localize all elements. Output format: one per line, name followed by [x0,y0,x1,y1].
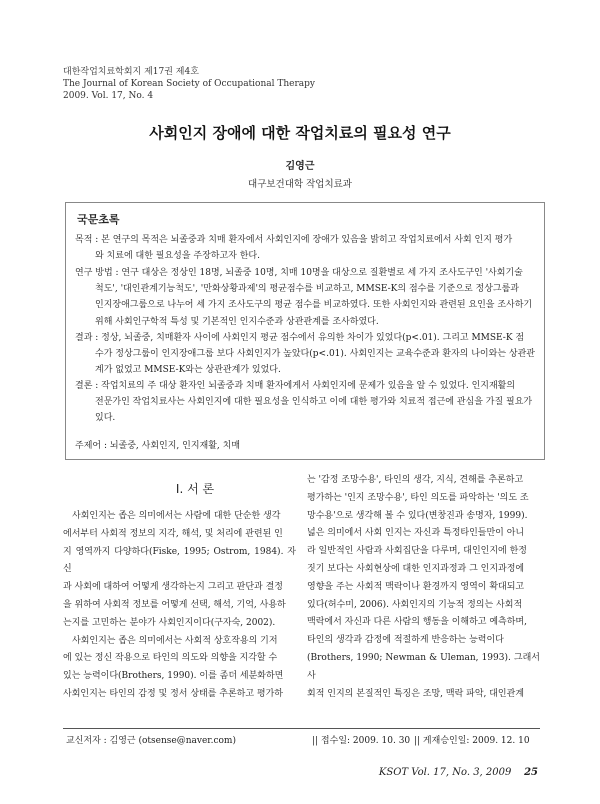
purpose-label: 목적 : [75,235,99,245]
conclusion-label: 결론 : [75,381,99,391]
body-line: 에서부터 사회적 정보의 지각, 해석, 및 처리에 관련된 인 [63,528,283,539]
body-line: 지 영역까지 다양하다(Fiske, 1995; Ostrom, 1984). 자신 [63,546,296,575]
body-line: 라 일반적인 사람과 사회집단을 다루며, 대인인지에 한정 [307,546,527,557]
body-line: 타인의 생각과 감정에 적절하게 반응하는 능력이다 [307,635,504,646]
abstract-heading: 국문초록 [77,213,120,226]
body-line: 사회인지는 좁은 의미에서는 사회적 상호작용의 기저 [72,635,278,646]
keywords: 주제어 : 뇌졸중, 사회인지, 인지재활, 치매 [75,441,241,451]
footer-journal-ref [379,767,538,778]
body-line: 넓은 의미에서 사회 인지는 자신과 특정타인들만이 아니 [307,528,525,539]
purpose-line: 본 연구의 목적은 뇌졸중과 치매 환자에서 사회인지에 장애가 있음을 밝히고 작업치료에서 사회 인지 평가 [101,235,513,245]
result-line: 계가 없었고 MMSE-K와는 상관관계가 있었다. [95,365,281,376]
accepted-date: || 게재승인일: 2009. 12. 10 [414,736,530,746]
author-name: 김영근 [285,161,315,172]
journal-header [63,66,315,102]
body-line: 평가하는 '인지 조망수용', 타인 의도를 파악하는 '의도 조 [307,492,529,503]
body-line: 맥락에서 자신과 다른 사람의 행동을 이해하고 예측하며, [307,617,527,628]
abstract-method [75,265,535,330]
body-line: 짓기 보다는 사회현상에 대한 인지과정과 그 인지과정에 [307,563,525,574]
body-line: 있다(허수미, 2006). 사회인지의 기능적 정의는 사회적 [307,599,523,610]
journal-name-korean: 대한작업치료학회지 제17권 제4호 [63,67,199,77]
body-line: 과 사회에 대하여 어떻게 생각하는지 그리고 판단과 결정 [63,582,283,593]
result-line: 수가 정상그룹이 인지장애그룹 보다 사회인지가 높았다(p<.01). 사회인지는 교육수준과 환자의 나이와는 상관관 [95,349,535,360]
left-column [63,508,296,704]
paper-title: 사회인지 장애에 대한 작업치료의 필요성 연구 [149,124,451,142]
method-line: 척도', '대인관계기능척도', '만화상황과제'의 평균점수를 비교하고, MMSE-K의 점수를 기준으로 정상그룹과 [95,284,520,295]
correspondence: 교신저자 : 김영근 (otsense@naver.com) [66,736,236,746]
method-line: 연구 대상은 정상인 18명, 뇌졸중 10명, 치매 10명을 대상으로 질환별로 세 가지 조사도구인 '사회기술 [121,268,523,278]
body-line: 있는 능력이다(Brothers, 1990). 이를 좀더 세분화하면 [63,671,284,682]
abstract-result [75,330,535,379]
result-label: 결과 : [75,333,99,343]
conclusion-line: 전문가인 작업치료사는 사회인지에 대한 필요성을 인식하고 이에 대한 평가와 치료적 접근에 관심을 가질 필요가 [95,397,533,408]
conclusion-line: 작업치료의 주 대상 환자인 뇌졸중과 치매 환자에게서 사회인지에 문제가 있음을 알 수 있었다. 인지재활의 [101,381,516,391]
journal-volume: 2009. Vol. 17, No. 4 [63,91,154,101]
body-line: 망수용'으로 생각해 볼 수 있다(변창진과 송명자, 1999). [307,510,528,521]
abstract-purpose [75,232,535,264]
author-affiliation: 대구보건대학 작업치료과 [248,179,352,190]
right-column [307,472,540,703]
method-label: 연구 방법 : [75,268,119,278]
body-line: (Brothers, 1990; Newman & Uleman, 1993). 그래서 사 [307,652,540,681]
body-line: 는지를 고민하는 분야가 사회인지이다(구자숙, 2002). [63,617,276,628]
journal-ref: KSOT Vol. 17, No. 3, 2009 [378,767,512,778]
abstract-conclusion [75,378,535,427]
body-line: 회적 인지의 본질적인 특징은 조망, 맥락 파악, 대인관계 [307,688,525,699]
method-line: 위해 사회인구학적 특성 및 기본적인 인지수준과 상관관계를 조사하였다. [95,316,379,327]
result-line: 정상, 뇌졸중, 치매환자 사이에 사회인지 평균 점수에서 유의한 차이가 있었다(p<.01). 그리고 MMSE-K 점 [101,333,525,343]
journal-name-english: The Journal of Korean Society of Occupational Therapy [63,79,316,89]
received-date: || 접수일: 2009. 10. 30 [312,736,411,746]
method-line: 인지장애그룹으로 나누어 세 가지 조사도구의 평균 점수를 비교하였다. 또한 사회인지와 관련된 요인을 조사하기 [95,300,533,311]
body-line: 에 있는 정신 작용으로 타인의 의도와 의향을 지각할 수 [63,653,278,664]
body-line: 사회인지는 타인의 감정 및 정서 상태를 추론하고 평가하 [63,688,283,699]
body-line: 사회인지는 좁은 의미에서는 사람에 대한 단순한 생각 [72,511,281,521]
page-number: 25 [524,767,538,778]
section-title: Ⅰ. 서 론 [175,482,215,496]
body-line: 영향을 주는 사회적 맥락이나 환경까지 영역이 확대되고 [307,581,525,592]
body-line: 는 '감정 조망수용', 타인의 생각, 지식, 견해를 추론하고 [307,475,524,485]
purpose-line: 와 치료에 대한 필요성을 주장하고자 한다. [95,251,260,262]
conclusion-line: 있다. [95,413,116,424]
body-line: 을 위하여 사회적 정보를 어떻게 선택, 해석, 기억, 사용하 [63,599,286,610]
footer-divider [63,728,540,729]
